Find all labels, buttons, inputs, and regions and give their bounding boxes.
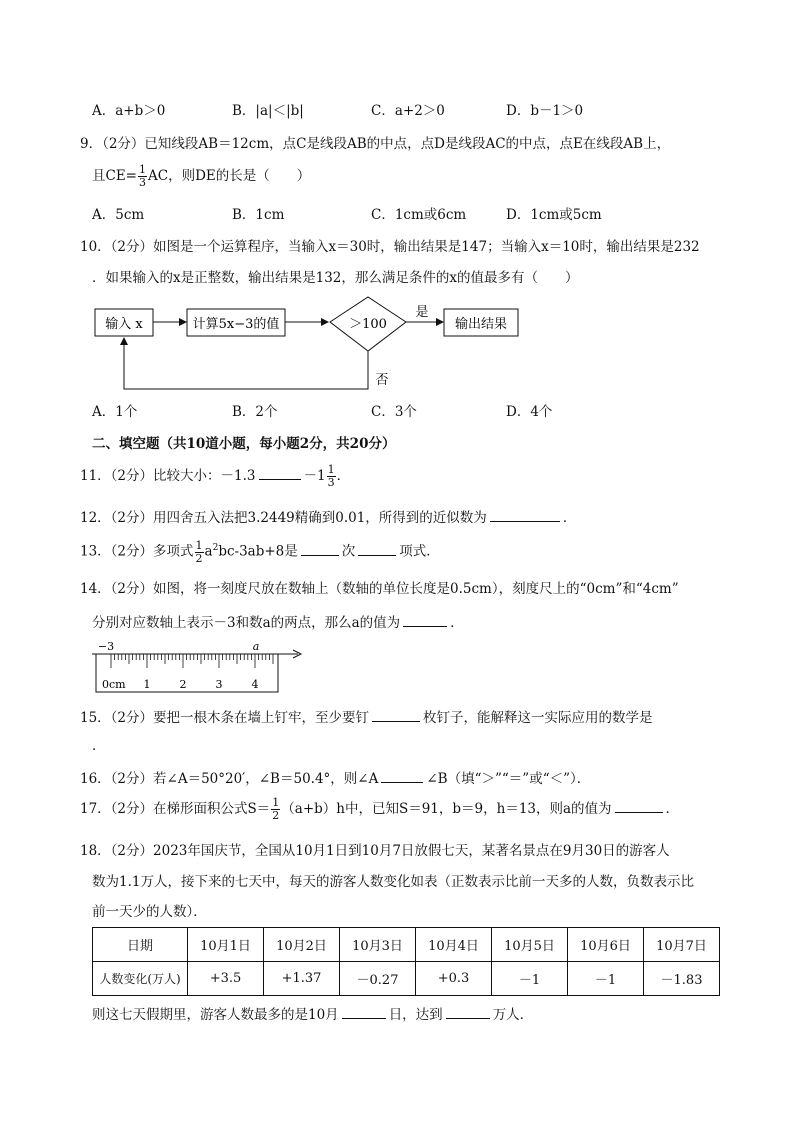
q17-fraction	[271, 797, 280, 822]
table-cell-change: －1.83	[644, 962, 720, 996]
q10-line2: ．如果输入的x是正整数，输出结果是132，那么满足条件的x的值最多有（ ）	[92, 270, 579, 286]
table-row-changes	[93, 962, 720, 996]
table-row-dates	[93, 928, 720, 962]
q9-line2-post: AC，则DE的长是（ ）	[148, 168, 311, 184]
q9-option-d: D．1cm或5cm	[506, 207, 602, 223]
q15-line1-post: 枚钉子，能解释这一实际应用的数学是	[423, 710, 653, 726]
q18-last-line	[92, 1004, 533, 1024]
table-header-change: 人数变化(万人)	[93, 962, 188, 996]
q18-line3: 前一天少的人数）．	[92, 904, 207, 920]
table-cell-date: 10月1日	[188, 928, 264, 962]
ruler-figure	[90, 640, 310, 696]
q15-line2: ．	[92, 738, 106, 754]
table-cell-date: 10月7日	[644, 928, 720, 962]
table-header-date: 日期	[93, 928, 188, 962]
table-cell-change: －1	[568, 962, 644, 996]
q12-blank	[490, 507, 560, 522]
q9-option-c: C．1cm或6cm	[371, 207, 467, 223]
q13-line	[80, 534, 440, 566]
q10-option-b: B．2个	[232, 404, 278, 420]
q11-frac-den: 3	[327, 475, 335, 489]
q17-post: （a+b）h中，已知S＝91，b＝9，h＝13，则a的值为	[281, 801, 612, 817]
q14-blank	[403, 612, 447, 627]
q14-line2-pre: 分别对应数轴上表示－3和数a的两点，那么a的值为	[92, 615, 401, 631]
q16-text: 16．（2分）若∠A＝50°20′，∠B＝50.4°，则∠A	[80, 771, 379, 787]
q11-frac-num: 1	[327, 462, 335, 476]
q18-last-pre: 则这七天假期里，游客人数最多的是10月	[92, 1007, 339, 1023]
q13-poly-rest: bc-3ab+8是	[218, 543, 298, 560]
ruler-label-0cm: 0cm	[102, 678, 126, 691]
q13-poly: a	[204, 543, 213, 560]
table-cell-date: 10月5日	[492, 928, 568, 962]
q18-blank-1	[342, 1004, 386, 1019]
q13-blank-2	[358, 541, 396, 556]
q17-pre: 17．（2分）在梯形面积公式S＝	[80, 801, 271, 817]
ruler-label-2: 2	[179, 678, 187, 691]
q17-frac-den: 2	[272, 809, 280, 822]
q11-line	[80, 462, 350, 490]
q18-line1: 18．（2分）2023年国庆节，全国从10月1日到10月7日放假七天，某著名景点在9月30日的游客人	[80, 843, 670, 859]
ruler-ticks	[111, 654, 273, 668]
q14-line2	[92, 612, 464, 632]
flow-compute-label: 计算5x−3的值	[192, 317, 280, 332]
q17-frac-num: 1	[272, 796, 280, 809]
q8-option-a: A．a+b＞0	[92, 103, 166, 119]
q13-blank-1	[301, 541, 339, 556]
q15-line1	[80, 707, 653, 727]
q14-line2-post: ．	[450, 615, 464, 631]
q8-option-d: D．b－1＞0	[506, 103, 584, 119]
q11-mixed-number	[304, 462, 337, 490]
flow-yes-label: 是	[415, 305, 429, 320]
q10-option-d: D．4个	[506, 404, 553, 420]
q9-fraction	[138, 164, 147, 189]
table-cell-change: －0.27	[340, 962, 416, 996]
q16-post: ∠B（填“＞”“＝”或“＜”）．	[426, 771, 591, 787]
q17-end: ．	[665, 801, 680, 817]
ruler-label-4: 4	[251, 678, 259, 691]
q10-line1: 10．（2分）如图是一个运算程序，当输入x＝30时，输出结果是147；当输入x＝10时，输出结果是232	[80, 239, 700, 255]
flow-decision-label: ＞100	[349, 317, 387, 332]
q9-line2-pre: 且CE=	[92, 168, 137, 184]
table-cell-change: +3.5	[188, 962, 264, 996]
q15-line1-pre: 15．（2分）要把一根木条在墙上钉牢，至少要钉	[80, 710, 370, 726]
q13-mid: 次	[341, 543, 356, 560]
flow-output-label: 输出结果	[454, 317, 508, 332]
axis-label-neg3: −3	[97, 640, 115, 653]
q9-line2	[92, 162, 310, 190]
q12-pre: 12．（2分）用四舍五入法把3.2449精确到0.01，所得到的近似数为	[80, 510, 487, 526]
table-cell-date: 10月4日	[416, 928, 492, 962]
q9-option-a: A．5cm	[92, 207, 145, 223]
q13-sup: 2	[212, 543, 219, 553]
q9-option-b: B．1cm	[232, 207, 285, 223]
q18-last-mid: 日，达到	[388, 1007, 443, 1023]
q13-fraction	[195, 540, 204, 565]
q10-option-a: A．1个	[92, 404, 138, 420]
table-cell-change: －1	[492, 962, 568, 996]
section-2-heading: 二、填空题（共10道小题，每小题2分，共20分）	[92, 436, 396, 452]
q8-option-c: C．a+2＞0	[371, 103, 445, 119]
q10-option-c: C．3个	[371, 404, 417, 420]
q9-line1: 9．（2分）已知线段AB＝12cm，点C是线段AB的中点，点D是线段AC的中点，点E在线段AB上，	[80, 136, 671, 152]
q16-line	[80, 768, 590, 788]
q13-frac-num: 1	[195, 538, 203, 552]
flow-no-label: 否	[375, 373, 389, 388]
q18-last-post: 万人．	[492, 1007, 534, 1023]
table-cell-date: 10月3日	[340, 928, 416, 962]
q8-option-b: B．|a|＜|b|	[232, 103, 304, 119]
q11-mixed-int: －1	[303, 468, 326, 484]
q15-blank	[372, 707, 420, 722]
q12-line	[80, 507, 576, 527]
axis-label-a: a	[252, 640, 260, 653]
q14-line1: 14．（2分）如图，将一刻度尺放在数轴上（数轴的单位长度是0.5cm），刻度尺上的“0cm”和“4cm”	[80, 581, 679, 597]
flow-input-label: 输入 x	[105, 317, 143, 332]
ruler-label-1: 1	[143, 678, 151, 691]
q18-blank-2	[446, 1004, 490, 1019]
q11-fraction	[327, 464, 336, 489]
flowchart	[90, 292, 530, 400]
q16-blank	[381, 768, 423, 783]
flow-arrow-no	[124, 338, 368, 389]
q18-table	[92, 927, 720, 996]
q13-post: 项式．	[399, 543, 440, 560]
q12-post: ．	[562, 510, 577, 526]
q18-line2: 数为1.1万人，接下来的七天中，每天的游客人数变化如表（正数表示比前一天多的人数，负数表示比	[92, 874, 694, 890]
q9-frac-num: 1	[139, 163, 146, 176]
q11-pre: 11．（2分）比较大小：－1.3	[80, 468, 256, 484]
q17-line	[80, 795, 679, 823]
table-cell-date: 10月6日	[568, 928, 644, 962]
q13-pre: 13．（2分）多项式	[80, 543, 194, 560]
ruler-label-3: 3	[215, 678, 223, 691]
q17-blank	[615, 798, 663, 813]
q13-frac-den: 2	[195, 551, 203, 565]
q11-post: ．	[336, 468, 351, 484]
table-cell-change: +0.3	[416, 962, 492, 996]
q11-blank	[259, 465, 301, 480]
table-cell-change: +1.37	[264, 962, 340, 996]
q9-frac-den: 3	[139, 176, 146, 189]
table-cell-date: 10月2日	[264, 928, 340, 962]
